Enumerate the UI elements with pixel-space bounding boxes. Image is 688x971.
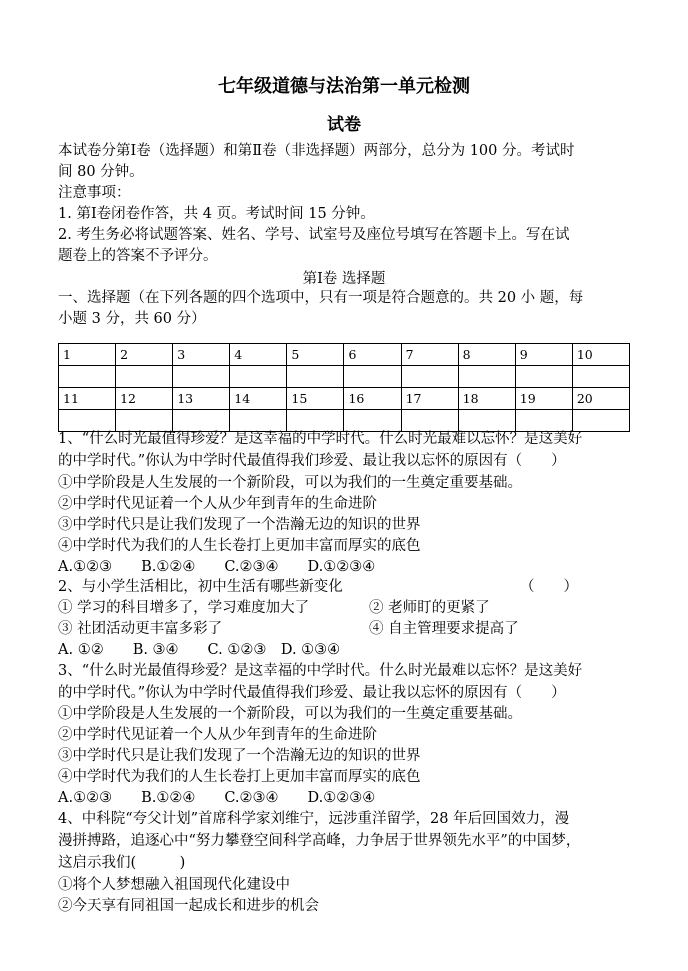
q2-stem: 2、与小学生活相比，初中生活有哪些新变化 <box>58 579 343 595</box>
q3-option-1: ①中学阶段是人生发展的一个新阶段，可以为我们的一生奠定重要基础。 <box>58 706 522 722</box>
intro-line-1: 本试卷分第Ⅰ卷（选择题）和第Ⅱ卷（非选择题）两部分，总分为 100 分。考试时 <box>58 143 575 159</box>
exam-title: 七年级道德与法治第一单元检测 <box>218 76 470 97</box>
grid-number: 9 <box>515 344 572 366</box>
answer-grid-blank-row <box>59 366 630 388</box>
intro-line-2: 间 80 分钟。 <box>58 164 144 180</box>
q3-choices: A.①②③ B.①②④ C.②③④ D.①②③④ <box>58 790 376 806</box>
answer-cell[interactable] <box>116 366 173 388</box>
grid-number: 11 <box>59 388 116 410</box>
q3-stem-2: 的中学时代。”你认为中学时代最值得我们珍爱、最让我以忘怀的原因有（ ） <box>58 685 566 701</box>
grid-number: 18 <box>458 388 515 410</box>
q1-choices: A.①②③ B.①②④ C.②③④ D.①②③④ <box>58 559 376 575</box>
section-instructions-2: 小题 3 分，共 60 分） <box>58 311 206 327</box>
grid-number: 20 <box>572 388 629 410</box>
q2-option-2: ② 老师盯的更紧了 <box>369 600 490 616</box>
q4-stem-1: 4、中科院“夸父计划”首席科学家刘维宁，远涉重洋留学，28 年后回国效力，漫 <box>58 811 570 827</box>
answer-cell[interactable] <box>230 366 287 388</box>
q1-option-4: ④中学时代为我们的人生长卷打上更加丰富而厚实的底色 <box>58 538 421 554</box>
grid-number: 13 <box>173 388 230 410</box>
grid-number: 7 <box>401 344 458 366</box>
grid-number: 19 <box>515 388 572 410</box>
q3-stem-1: 3、“什么时光最值得珍爱？是这幸福的中学时代。什么时光最难以忘怀？是这美好 <box>58 663 583 679</box>
answer-grid-number-row <box>59 388 630 410</box>
grid-number: 2 <box>116 344 173 366</box>
answer-cell[interactable] <box>401 366 458 388</box>
grid-number: 17 <box>401 388 458 410</box>
q4-option-1: ①将个人梦想融入祖国现代化建设中 <box>58 877 290 893</box>
grid-number: 15 <box>287 388 344 410</box>
q1-option-3: ③中学时代只是让我们发现了一个浩瀚无边的知识的世界 <box>58 517 421 533</box>
q2-choices: A. ①② B. ③④ C. ①②③ D. ①③④ <box>58 642 341 658</box>
q4-option-2: ②今天享有同祖国一起成长和进步的机会 <box>58 898 319 914</box>
notice-item-1: 1. 第Ⅰ卷闭卷作答，共 4 页。考试时间 15 分钟。 <box>58 206 375 222</box>
q2-option-3: ③ 社团活动更丰富多彩了 <box>58 621 223 637</box>
q2-option-4: ④ 自主管理要求提高了 <box>369 621 519 637</box>
notice-item-2b: 题卷上的答案不予评分。 <box>58 248 218 264</box>
grid-number: 10 <box>572 344 629 366</box>
exam-subtitle: 试卷 <box>327 115 361 135</box>
q2-answer-paren: （ ） <box>520 579 578 595</box>
grid-number: 12 <box>116 388 173 410</box>
q1-stem-2: 的中学时代。”你认为中学时代最值得我们珍爱、最让我以忘怀的原因有（ ） <box>58 453 566 469</box>
q4-stem-3: 这启示我们( ) <box>58 855 186 871</box>
q1-option-2: ②中学时代见证着一个人从少年到青年的生命进阶 <box>58 496 377 512</box>
grid-number: 3 <box>173 344 230 366</box>
grid-number: 5 <box>287 344 344 366</box>
q1-option-1: ①中学阶段是人生发展的一个新阶段，可以为我们的一生奠定重要基础。 <box>58 475 522 491</box>
q2-option-1: ① 学习的科目增多了，学习难度加大了 <box>58 600 310 616</box>
answer-cell[interactable] <box>344 366 401 388</box>
q3-option-2: ②中学时代见证着一个人从少年到青年的生命进阶 <box>58 727 377 743</box>
answer-cell[interactable] <box>287 366 344 388</box>
q3-option-4: ④中学时代为我们的人生长卷打上更加丰富而厚实的底色 <box>58 769 421 785</box>
answer-cell[interactable] <box>458 366 515 388</box>
q4-stem-2: 漫拼搏路，追逐心中“努力攀登空间科学高峰，力争居于世界领先水平”的中国梦， <box>58 833 581 849</box>
notice-heading: 注意事项： <box>58 185 131 201</box>
answer-cell[interactable] <box>572 366 629 388</box>
q1-stem-1: 1、“什么时光最值得珍爱？是这幸福的中学时代。什么时光最难以忘怀？是这美好 <box>58 431 583 447</box>
grid-number: 14 <box>230 388 287 410</box>
notice-item-2a: 2. 考生务必将试题答案、姓名、学号、试室号及座位号填写在答题卡上。写在试 <box>58 227 570 243</box>
answer-cell[interactable] <box>173 366 230 388</box>
q3-option-3: ③中学时代只是让我们发现了一个浩瀚无边的知识的世界 <box>58 748 421 764</box>
section-instructions-1: 一、选择题（在下列各题的四个选项中，只有一项是符合题意的。共 20 小 题，每 <box>58 290 584 306</box>
section-heading: 第Ⅰ卷 选择题 <box>302 271 386 287</box>
grid-number: 6 <box>344 344 401 366</box>
answer-grid <box>58 343 630 432</box>
grid-number: 16 <box>344 388 401 410</box>
answer-cell[interactable] <box>515 366 572 388</box>
grid-number: 8 <box>458 344 515 366</box>
grid-number: 4 <box>230 344 287 366</box>
answer-grid-number-row <box>59 344 630 366</box>
grid-number: 1 <box>59 344 116 366</box>
answer-cell[interactable] <box>59 366 116 388</box>
